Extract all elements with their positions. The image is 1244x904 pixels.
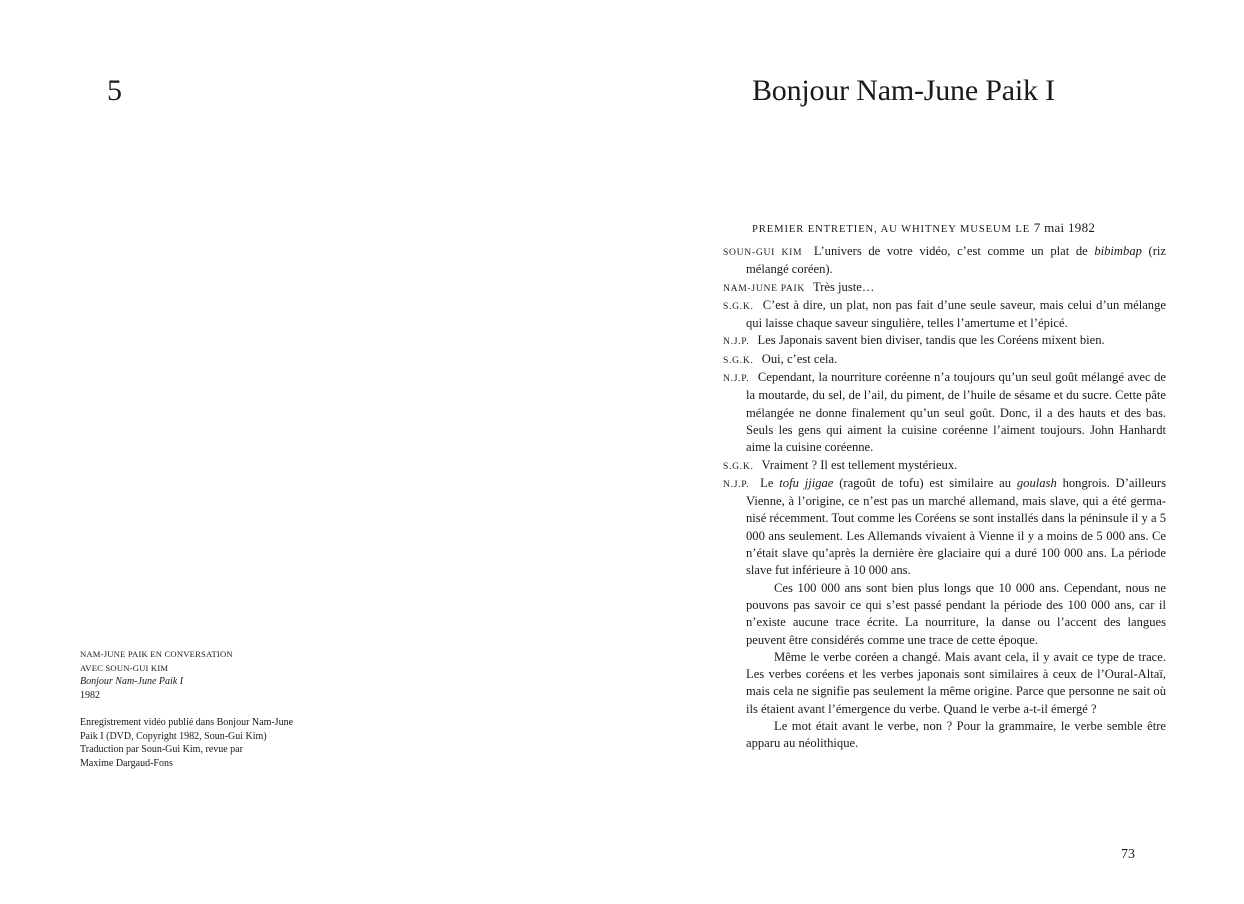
speaker-name: S.G.K.: [723, 300, 754, 312]
dialogue-paragraph: Ces 100 000 ans sont bien plus longs que 10 000 ans. Cependant, nous ne pouvons pas savoir ce qui s’est passé pendant la période des 100 000 ans, car il n’existe aucune trace écrite. La nourriture, la danse ou l’accent des langues peuvent être considérés comme une trace de cette époque.: [746, 580, 1166, 647]
credits-line: AVEC SOUN-GUI KIM: [80, 662, 169, 673]
dialogue-turn: S.G.K. Oui, c’est cela.: [723, 351, 838, 366]
chapter-title: Bonjour Nam-June Paik I: [752, 74, 1055, 107]
dialogue-turn: N.J.P. Le tofu jjigae (ragoût de tofu) est similaire au goulash hongrois. D’ailleurs Vienne, à l’origine, ce n’est pas un marché allemand, mais slave, qui a été germanisé récemment. Tout comme les Coréens se sont installés dans la péninsule il y a 5 000 ans seulement. Les Allemands vivaient à Vienne il y a moins de 5 000 ans. Ce n’était slave qu’après la dernière ère glaciaire qui a duré 100 000 ans. La période slave fut inférieure à 10 000 ans. Ces 100 000 ans sont bien plus longs que 10 000 ans. Cependant, nous ne pouvons pas savoir ce qui s’est passé pendant la période des 100 000 ans, car il n’existe aucune trace écrite. La nourriture, la danse ou l’accent des langues peuvent être considérés comme une trace de cette époque. Même le verbe coréen a changé. Mais avant cela, il y avait ce type de trace. Les verbes coréens et les verbes japonais sont similaires à ceux de l’Oural-Altaï, mais cela ne signifie pas seulement la même origine. Parce que personne ne sait où ils étaient avant l’émergence du verbe. Quand le verbe a-t-il émergé ? Le mot était avant le verbe, non ? Pour la grammaire, le verbe semble être apparu au néolithique.: [723, 475, 1166, 753]
credits-source-line: Traduction par Soun-Gui Kim, revue par: [80, 744, 243, 755]
dialogue-turn: S.G.K. C’est à dire, un plat, non pas fait d’une seule saveur, mais celui d’un mélange qui laisse chaque saveur singulière, telles l’amertume et l’épicé.: [723, 297, 1166, 331]
dialogue-turn: NAM-JUNE PAIK Très juste…: [723, 279, 875, 294]
speaker-name: N.J.P.: [723, 336, 750, 348]
speaker-name: N.J.P.: [723, 373, 750, 385]
dialogue-body: [723, 243, 1166, 753]
dialogue-turn: N.J.P. Cependant, la nourriture coréenne n’a toujours qu’un seul goût mélangé avec de la moutarde, du sel, de l’ail, du piment, de l’huile de sésame et du sucre. Cette pâte mélangée ne donne finalement qu’un seul goût. Donc, il a des hauts et des bas. Seuls les gens qui aiment la cuisine coréenne l’aiment toujours. John Hanhardt aime la cuisine coréenne.: [723, 370, 1166, 455]
dialogue-turn: SOUN-GUI KIM L’univers de votre vidéo, c’est comme un plat de bibimbap (riz mélangé coréen).: [723, 244, 1167, 277]
subtitle-date: 7 mai 1982: [1033, 220, 1096, 235]
credits-work-title: Bonjour Nam-June Paik I: [80, 676, 184, 687]
credits-source-line: Paik I (DVD, Copyright 1982, Soun-Gui Kim): [80, 730, 267, 742]
credits-source-line: Maxime Dargaud-Fons: [80, 757, 173, 769]
credits-year: 1982: [80, 689, 100, 701]
chapter-number: 5: [107, 74, 122, 107]
page-number: 73: [1121, 847, 1135, 862]
dialogue-turn: S.G.K. Vraiment ? Il est tellement mystérieux.: [723, 457, 958, 472]
speaker-name: S.G.K.: [723, 354, 754, 366]
dialogue-turn: N.J.P. Les Japonais savent bien diviser, tandis que les Coréens mixent bien.: [723, 333, 1105, 348]
dialogue-paragraph: Même le verbe coréen a changé. Mais avant cela, il y avait ce type de trace. Les verbes coréens et les verbes japonais sont similaires à ceux de l’Oural-Altaï, mais cela ne signifie pas seulement la même origine. Parce que personne ne sait où ils étaient avant l’émergence du verbe. Quand le verbe a-t-il émergé ?: [746, 649, 1166, 716]
speaker-name: S.G.K.: [723, 460, 754, 472]
dialogue-paragraph: Le mot était avant le verbe, non ? Pour la grammaire, le verbe semble être apparu au néolithique.: [746, 719, 1166, 751]
credits-source-line: Enregistrement vidéo publié dans Bonjour Nam-June: [80, 717, 294, 728]
interview-subtitle: [752, 219, 1095, 239]
speaker-name: N.J.P.: [723, 478, 750, 490]
credits-block: [80, 648, 320, 770]
speaker-name: SOUN-GUI KIM: [723, 247, 803, 258]
speaker-name: NAM-JUNE PAIK: [723, 282, 806, 294]
credits-line: NAM-JUNE PAIK EN CONVERSATION: [80, 649, 233, 659]
subtitle-text: PREMIER ENTRETIEN, AU WHITNEY MUSEUM LE: [752, 224, 1031, 235]
